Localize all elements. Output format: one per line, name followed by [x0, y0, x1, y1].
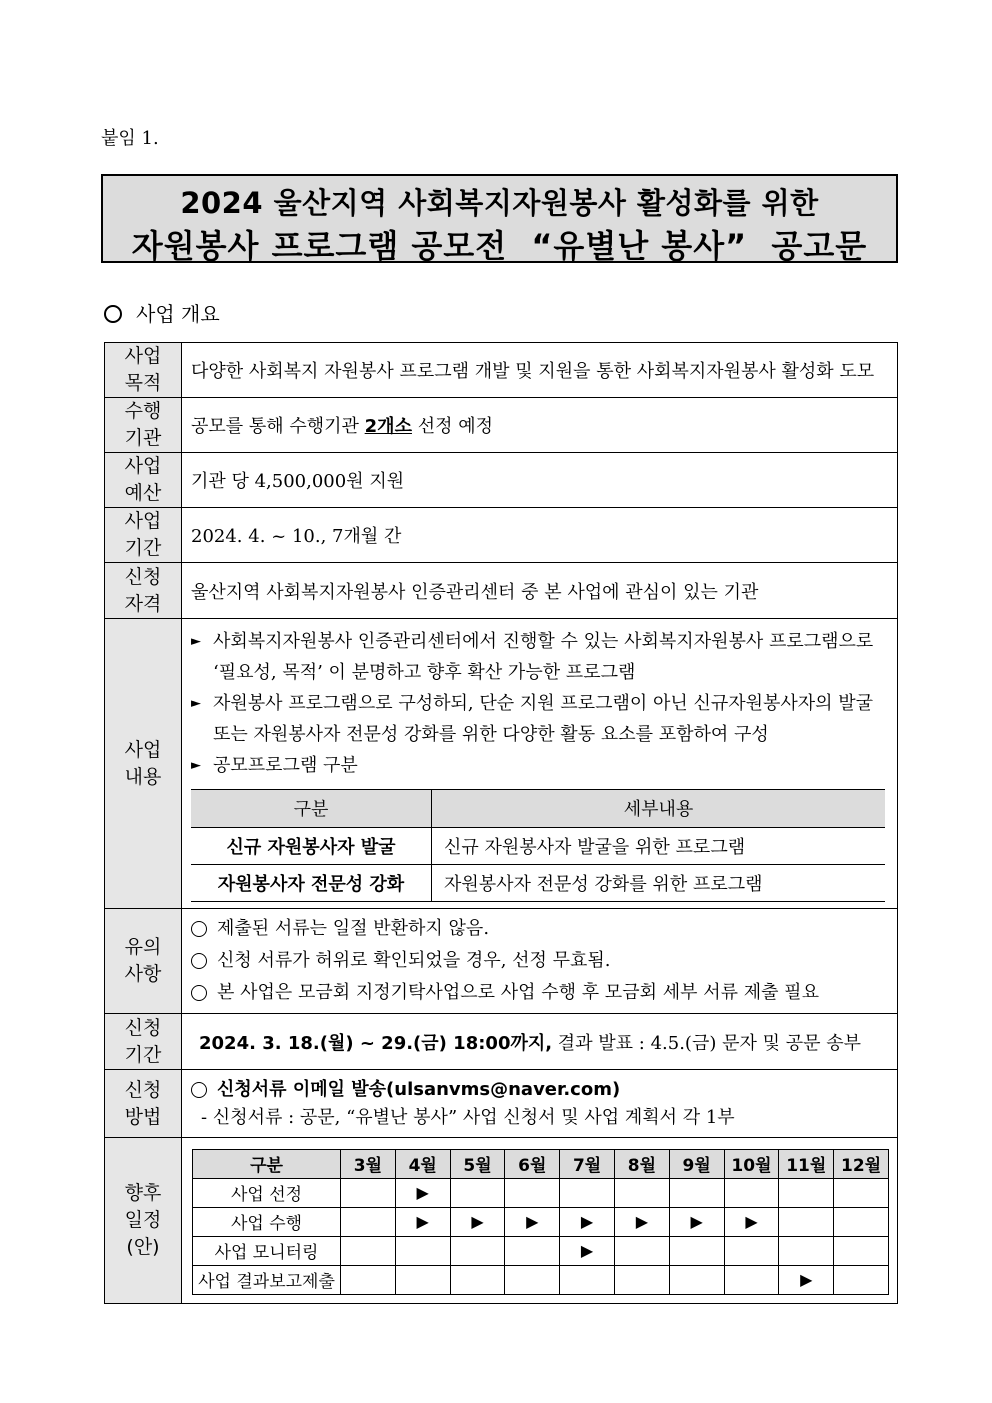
row-value-budget: 기관 당 4,500,000원 지원	[182, 453, 898, 508]
schedule-cell	[450, 1236, 505, 1265]
hollow-circle-icon	[191, 921, 207, 937]
schedule-cell	[341, 1207, 396, 1236]
title-line-1: 2024 울산지역 사회복지자원봉사 활성화를 위한	[180, 186, 819, 220]
schedule-cell	[505, 1207, 560, 1236]
label-text: 사업 목적	[124, 345, 162, 394]
row-value-purpose: 다양한 사회복지 자원봉사 프로그램 개발 및 지원을 통한 사회복지자원봉사 활성화 도모	[182, 343, 898, 398]
note-text: 제출된 서류는 일절 반환하지 않음.	[217, 918, 490, 939]
schedule-cell	[779, 1207, 834, 1236]
hollow-circle-icon	[104, 305, 122, 323]
row-value-apply-method	[182, 1070, 898, 1138]
table-header-row	[191, 789, 885, 827]
label-text: 신청 자격	[124, 565, 162, 615]
program-category-table	[191, 789, 885, 902]
schedule-cell	[395, 1265, 450, 1294]
schedule-cell	[724, 1178, 779, 1207]
note-item	[191, 977, 893, 1009]
note-text: 본 사업은 모금회 지정기탁사업으로 사업 수행 후 모금회 세부 서류 제출 필요	[217, 982, 819, 1003]
table-row	[105, 1070, 898, 1138]
schedule-cell	[834, 1265, 889, 1294]
section-heading-text: 사업 개요	[136, 302, 220, 326]
schedule-cell	[614, 1207, 669, 1236]
month-header: 9월	[669, 1149, 724, 1178]
row-label-schedule	[105, 1138, 182, 1304]
row-label-purpose	[105, 343, 182, 398]
apply-period-result: 결과 발표 : 4.5.(금) 문자 및 공문 송부	[552, 1032, 861, 1054]
schedule-item-name: 사업 선정	[193, 1178, 341, 1207]
label-text: 수행 기관	[124, 400, 162, 449]
month-header: 4월	[395, 1149, 450, 1178]
row-label-budget	[105, 453, 182, 508]
row-value-period: 2024. 4. ~ 10., 7개월 간	[182, 508, 898, 563]
schedule-cell	[669, 1236, 724, 1265]
schedule-cell	[779, 1236, 834, 1265]
schedule-cell	[505, 1265, 560, 1294]
table-row	[191, 864, 885, 901]
schedule-item-name: 사업 모니터링	[193, 1236, 341, 1265]
row-value-notes	[182, 909, 898, 1014]
schedule-cell	[505, 1178, 560, 1207]
label-text: 사업 기간	[124, 510, 162, 559]
schedule-cell	[614, 1178, 669, 1207]
month-header: 5월	[450, 1149, 505, 1178]
month-header: 12월	[834, 1149, 889, 1178]
month-header: 11월	[779, 1149, 834, 1178]
table-row	[105, 508, 898, 563]
schedule-cell	[560, 1265, 615, 1294]
bullet-text: 사회복지자원봉사 인증관리센터에서 진행할 수 있는 사회복지자원봉사 프로그램으로 ‘필요성, 목적’ 이 분명하고 향후 확산 가능한 프로그램	[213, 630, 874, 683]
table-row	[105, 619, 898, 909]
bullet-text: 공모프로그램 구분	[213, 754, 358, 776]
schedule-cell	[450, 1207, 505, 1236]
row-label-content	[105, 619, 182, 909]
table-row	[105, 909, 898, 1014]
schedule-cell	[341, 1236, 396, 1265]
schedule-cell	[724, 1265, 779, 1294]
schedule-cell	[341, 1265, 396, 1294]
schedule-row	[193, 1178, 889, 1207]
schedule-row	[193, 1236, 889, 1265]
label-text: 신청 기간	[124, 1016, 162, 1066]
schedule-cell	[834, 1207, 889, 1236]
play-arrow-icon: ▶	[800, 1269, 813, 1289]
label-text: 향후 일정 (안)	[124, 1182, 162, 1258]
document-title-box	[101, 174, 898, 263]
play-arrow-icon: ▶	[690, 1211, 703, 1231]
month-header: 8월	[614, 1149, 669, 1178]
agency-text-tail: 선정 예정	[411, 416, 493, 437]
schedule-cell	[614, 1265, 669, 1294]
schedule-cell	[724, 1236, 779, 1265]
month-header: 10월	[724, 1149, 779, 1178]
agency-text: 공모를 통해 수행기관	[191, 416, 365, 437]
label-text: 사업 예산	[124, 455, 162, 504]
play-arrow-icon: ▶	[416, 1182, 429, 1202]
overview-table	[104, 342, 898, 1304]
row-value-content	[182, 619, 898, 909]
label-text: 사업 내용	[124, 738, 162, 788]
column-header: 구분	[193, 1149, 341, 1178]
play-arrow-icon: ▶	[580, 1211, 594, 1231]
label-text: 신청 방법	[124, 1078, 162, 1128]
apply-method-email: 신청서류 이메일 발송(ulsanvms@naver.com)	[217, 1078, 621, 1100]
agency-count: 2개소	[364, 416, 412, 437]
category-detail: 신규 자원봉사자 발굴을 위한 프로그램	[432, 827, 886, 864]
label-text: 유의 사항	[124, 936, 162, 985]
table-row	[105, 1014, 898, 1070]
bullet-item	[191, 688, 893, 750]
right-pointer-icon: ►	[191, 633, 201, 649]
table-header-row	[193, 1149, 889, 1178]
right-pointer-icon: ►	[191, 757, 201, 773]
hollow-circle-icon	[191, 985, 207, 1001]
right-pointer-icon: ►	[191, 695, 201, 711]
apply-method-docs: - 신청서류 : 공문, “유별난 봉사” 사업 신청서 및 사업 계획서 각 1부	[201, 1106, 735, 1128]
schedule-cell	[834, 1178, 889, 1207]
section-heading	[104, 298, 220, 327]
table-row	[105, 453, 898, 508]
hollow-circle-icon	[191, 953, 207, 969]
table-row	[105, 343, 898, 398]
schedule-cell	[450, 1265, 505, 1294]
row-value-schedule	[182, 1138, 898, 1304]
note-item	[191, 913, 893, 945]
schedule-row	[193, 1265, 889, 1294]
schedule-cell	[395, 1178, 450, 1207]
schedule-cell	[560, 1236, 615, 1265]
row-value-apply-period	[182, 1014, 898, 1070]
month-header: 7월	[560, 1149, 615, 1178]
title-line-2: 자원봉사 프로그램 공모전 “유별난 봉사” 공고문	[131, 227, 868, 265]
attachment-label: 붙임 1.	[101, 128, 159, 149]
schedule-cell	[669, 1265, 724, 1294]
table-row	[191, 827, 885, 864]
note-text: 신청 서류가 허위로 확인되었을 경우, 선정 무효됨.	[217, 950, 611, 971]
hollow-circle-icon	[191, 1082, 207, 1098]
bullet-item	[191, 626, 893, 688]
play-arrow-icon: ▶	[526, 1211, 539, 1231]
apply-period-dates: 2024. 3. 18.(월) ~ 29.(금) 18:00까지,	[199, 1032, 553, 1054]
apply-method-line	[191, 1076, 893, 1104]
schedule-cell	[341, 1178, 396, 1207]
row-label-apply-method	[105, 1070, 182, 1138]
schedule-cell	[779, 1265, 834, 1294]
schedule-cell	[450, 1178, 505, 1207]
row-value-eligibility: 울산지역 사회복지자원봉사 인증관리센터 중 본 사업에 관심이 있는 기관	[182, 563, 898, 619]
schedule-cell	[834, 1236, 889, 1265]
play-arrow-icon: ▶	[580, 1240, 594, 1260]
row-label-eligibility	[105, 563, 182, 619]
row-value-agency	[182, 398, 898, 453]
row-label-agency	[105, 398, 182, 453]
schedule-cell	[395, 1236, 450, 1265]
month-header: 3월	[341, 1149, 396, 1178]
category-detail: 자원봉사자 전문성 강화를 위한 프로그램	[432, 864, 886, 901]
schedule-cell	[724, 1207, 779, 1236]
schedule-cell	[669, 1207, 724, 1236]
schedule-cell	[779, 1178, 834, 1207]
month-header: 6월	[505, 1149, 560, 1178]
bullet-text: 자원봉사 프로그램으로 구성하되, 단순 지원 프로그램이 아닌 신규자원봉사자의 발굴 또는 자원봉사자 전문성 강화를 위한 다양한 활동 요소를 포함하여 구성	[213, 692, 874, 745]
play-arrow-icon: ▶	[635, 1211, 649, 1231]
note-item	[191, 945, 893, 977]
schedule-cell	[669, 1178, 724, 1207]
category-name: 자원봉사자 전문성 강화	[191, 864, 432, 901]
row-label-notes	[105, 909, 182, 1014]
schedule-item-name: 사업 결과보고제출	[193, 1265, 341, 1294]
schedule-table	[192, 1149, 889, 1295]
table-row	[105, 563, 898, 619]
schedule-item-name: 사업 수행	[193, 1207, 341, 1236]
column-header: 구분	[191, 789, 432, 827]
schedule-cell	[560, 1178, 615, 1207]
play-arrow-icon: ▶	[471, 1211, 484, 1231]
table-row	[105, 1138, 898, 1304]
row-label-period	[105, 508, 182, 563]
play-arrow-icon: ▶	[416, 1211, 429, 1231]
category-name: 신규 자원봉사자 발굴	[191, 827, 432, 864]
schedule-cell	[395, 1207, 450, 1236]
bullet-item	[191, 750, 893, 781]
column-header: 세부내용	[432, 789, 886, 827]
row-label-apply-period	[105, 1014, 182, 1070]
schedule-cell	[560, 1207, 615, 1236]
table-row	[105, 398, 898, 453]
play-arrow-icon: ▶	[745, 1211, 758, 1231]
schedule-cell	[614, 1236, 669, 1265]
schedule-cell	[505, 1236, 560, 1265]
schedule-row	[193, 1207, 889, 1236]
